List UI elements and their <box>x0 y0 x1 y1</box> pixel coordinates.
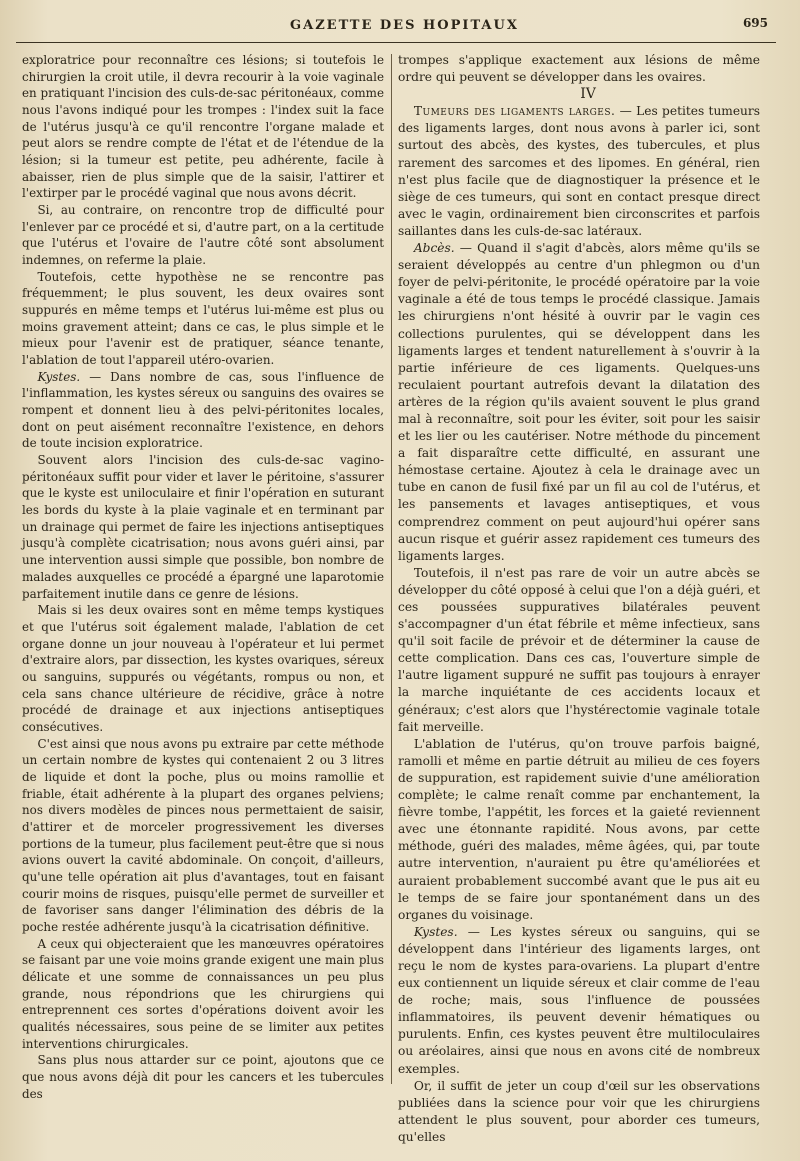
paragraph <box>398 924 760 1078</box>
paragraph-body: — Les petites tumeurs des ligaments larges, dont nous avons à parler ici, sont surtout des abcès, des kystes, des tubercules, et plus rarement des sarcomes et des lipomes. En général, rien n'est plus facile que de diagnostiquer la présence et le siège de ces tumeurs, qui sont en contact presque direct avec le vagin, ordinairement bien circonscrites et parfois saillantes dans les culs-de-sac latéraux. <box>398 104 760 238</box>
paragraph: Mais si les deux ovaires sont en même temps kystiques et que l'utérus soit également malade, l'ablation de cet organe donne un jour nouveau à l'opérateur et lui permet d'extraire alors, par dissection, les kystes ovariques, séreux ou sanguins, suppurés ou végétants, rompus ou non, et cela sans chance ultérieure de récidive, grâce à notre procédé de drainage et aux injections antiseptiques consécutives. <box>22 603 384 734</box>
paragraph-body: — Quand il s'agit d'abcès, alors même qu'ils se seraient développés au centre d'un phlegmon ou d'un foyer de pelvi-péritonite, le procédé opératoire par la voie vaginale a été de tous temps le procédé classique. Jamais les chirurgiens n'ont hésité à ouvrir par le vagin ces collections purulentes, qui se développent dans les ligaments larges et tendent naturellement à s'ouvrir à la partie inférieure de ces ligaments. Quelques-uns reculaient pourtant autrefois devant la dilatation des artères de la région qu'ils avaient souvent le plus grand mal à reconnaître, soit pour les éviter, soit pour les saisir et les lier ou les cautériser. Notre méthode du pincement a fait disparaître cette difficulté, en assurant une hémostase certaine. Ajoutez à cela le drainage avec un tube en canon de fusil fixé par un fil au col de l'utérus, et les pansements et lavages antiseptiques, et vous comprendrez comment on peut aujourd'hui opérer sans aucun risque et guérir assez rapidement ces tumeurs des ligaments larges. <box>398 241 760 563</box>
header-rule <box>16 42 776 43</box>
paragraph-body: — Les kystes séreux ou sanguins, qui se développent dans l'intérieur des ligaments larges, ont reçu le nom de kystes para-ovariens. La plupart d'entre eux contiennent un liquide séreux et clair comme de l'eau de roche; mais, sous l'influence de poussées inflammatoires, ils peuvent devenir hématiques ou purulents. Enfin, ces kystes peuvent être multiloculaires ou aréolaires, ainsi que nous en avons cité de nombreux exemples. <box>398 924 760 1076</box>
running-head: GAZETTE DES HOPITAUX <box>290 18 519 33</box>
paragraph: Or, il suffit de jeter un coup d'œil sur les observations publiées dans la science pour voir que les chirurgiens attendent le plus souvent, pour aborder ces tumeurs, qu'elles <box>398 1078 760 1144</box>
section-number: IV <box>580 86 596 103</box>
paragraph: C'est ainsi que nous avons pu extraire par cette méthode un certain nombre de kystes qui contenaient 2 ou 3 litres de liquide et dont la poche, plus ou moins ramollie et friable, était adhérente à la plupart des organes pelviens; nos divers modèles de pinces nous permettaient de saisir, d'attirer et de morceler progressivement les diverses portions de la tumeur, plus facilement peut-être que si nous avions ouvert la cavité abdominale. On conçoit, d'ailleurs, qu'une telle opération ait plus d'avantages, tout en faisant courir moins de risques, puisqu'elle permet de surveiller et de favoriser sans danger l'élimination des débris de la poche restée adhérente jusqu'à la cicatrisation définitive. <box>22 736 384 934</box>
paragraph: Toutefois, il n'est pas rare de voir un autre abcès se développer du côté opposé à celui que l'on a déjà guéri, et ces poussées suppuratives bilatérales peuvent s'accompagner d'un état fébrile et même infectieux, sans qu'il soit facile de prévoir et de déterminer la cause de cette complication. Dans ces cas, l'ouverture simple de l'autre ligament suppuré ne suffit pas toujours à enrayer la marche inquiétante de ces accidents locaux et généraux; c'est alors que l'hystérectomie vaginale totale fait merveille. <box>398 565 760 734</box>
column-divider <box>391 54 392 1084</box>
section-heading: Tumeurs des ligaments larges. <box>413 104 616 119</box>
paragraph-body: — Dans nombre de cas, sous l'influence de l'inflammation, les kystes séreux ou sanguins des ovaires se rompent et donnent lieu à des pelvi-péritonites locales, dont on peut aisément reconnaître l'existence, en dehors de toute incision exploratrice. <box>22 369 384 451</box>
paragraph: trompes s'applique exactement aux lésions de même ordre qui peuvent se développer dans les ovaires. <box>398 53 760 85</box>
paragraph: Sans plus nous attarder sur ce point, ajoutons que ce que nous avons déjà dit pour les cancers et les tubercules des <box>22 1053 384 1101</box>
paragraph <box>22 369 384 452</box>
paragraph: A ceux qui objecteraient que les manœuvres opératoires se faisant par une voie moins grande exigent une main plus délicate et une somme de connaissances un peu plus grande, nous répondrions que les chirurgiens qui entreprennent ces sortes d'opérations doivent avoir les qualités nécessaires, sous peine de se limiter aux petites interventions chirurgicales. <box>22 936 384 1051</box>
page-header <box>0 14 800 38</box>
paragraph <box>398 103 760 240</box>
paragraph <box>398 240 760 565</box>
paragraph-heading: Kystes. <box>413 924 458 939</box>
paragraph-heading: Kystes. <box>37 369 81 384</box>
paragraph: Toutefois, cette hypothèse ne se rencontre pas fréquemment; le plus souvent, les deux ovaires sont suppurés en même temps et l'utérus lui-même est plus ou moins gravement atteint; dans ce cas, le plus simple et le mieux pour l'avenir est de pratiquer, séance tenante, l'ablation de tout l'appareil utéro-ovarien. <box>22 269 384 368</box>
left-column <box>22 52 384 1102</box>
paragraph: Souvent alors l'incision des culs-de-sac vagino-péritonéaux suffit pour vider et laver le péritoine, s'assurer que le kyste est uniloculaire et finir l'opération en suturant les bords du kyste à la plaie vaginale et en terminant par un drainage qui permet de faire les injections antiseptiques jusqu'à complète cicatrisation; nous avons guéri ainsi, par une intervention aussi simple que possible, bon nombre de malades auxquelles ce procédé a épargné une laparotomie parfaitement inutile dans ce genre de lésions. <box>22 453 384 601</box>
paragraph: L'ablation de l'utérus, qu'on trouve parfois baigné, ramolli et même en partie détruit au milieu de ces foyers de suppuration, est rapidement suivie d'une amélioration complète; le calme renaît comme par enchantement, la fièvre tombe, l'appétit, les forces et la gaieté reviennent avec une étonnante rapidité. Nous avons, par cette méthode, guéri des malades, même âgées, qui, par toute autre intervention, n'auraient pu être qu'améliorées et auraient probablement succombé avant que le pus ait eu le temps de se faire jour spontanément dans un des organes du voisinage. <box>398 736 760 922</box>
paragraph: Si, au contraire, on rencontre trop de difficulté pour l'enlever par ce procédé et si, d'autre part, on a la certitude que l'utérus et l'ovaire de l'autre côté sont absolument indemnes, on referme la plaie. <box>22 203 384 268</box>
paragraph-heading: Abcès. <box>413 241 455 256</box>
right-column <box>398 52 760 1146</box>
page-number: 695 <box>742 16 768 30</box>
paragraph: exploratrice pour reconnaître ces lésions; si toutefois le chirurgien la croit utile, il devra recourir à la voie vaginale en pratiquant l'incision des culs-de-sac péritonéaux, comme nous l'avons indiqué pour les trompes : l'index suit la face de l'utérus jusqu'à ce qu'il rencontre l'organe malade et peut alors se rendre compte de l'état et de l'étendue de la lésion; si la tumeur est petite, peu adhérente, facile à abaisser, rien de plus simple que de la saisir, l'attirer et l'extirper par le procédé vaginal que nous avons décrit. <box>22 53 384 201</box>
